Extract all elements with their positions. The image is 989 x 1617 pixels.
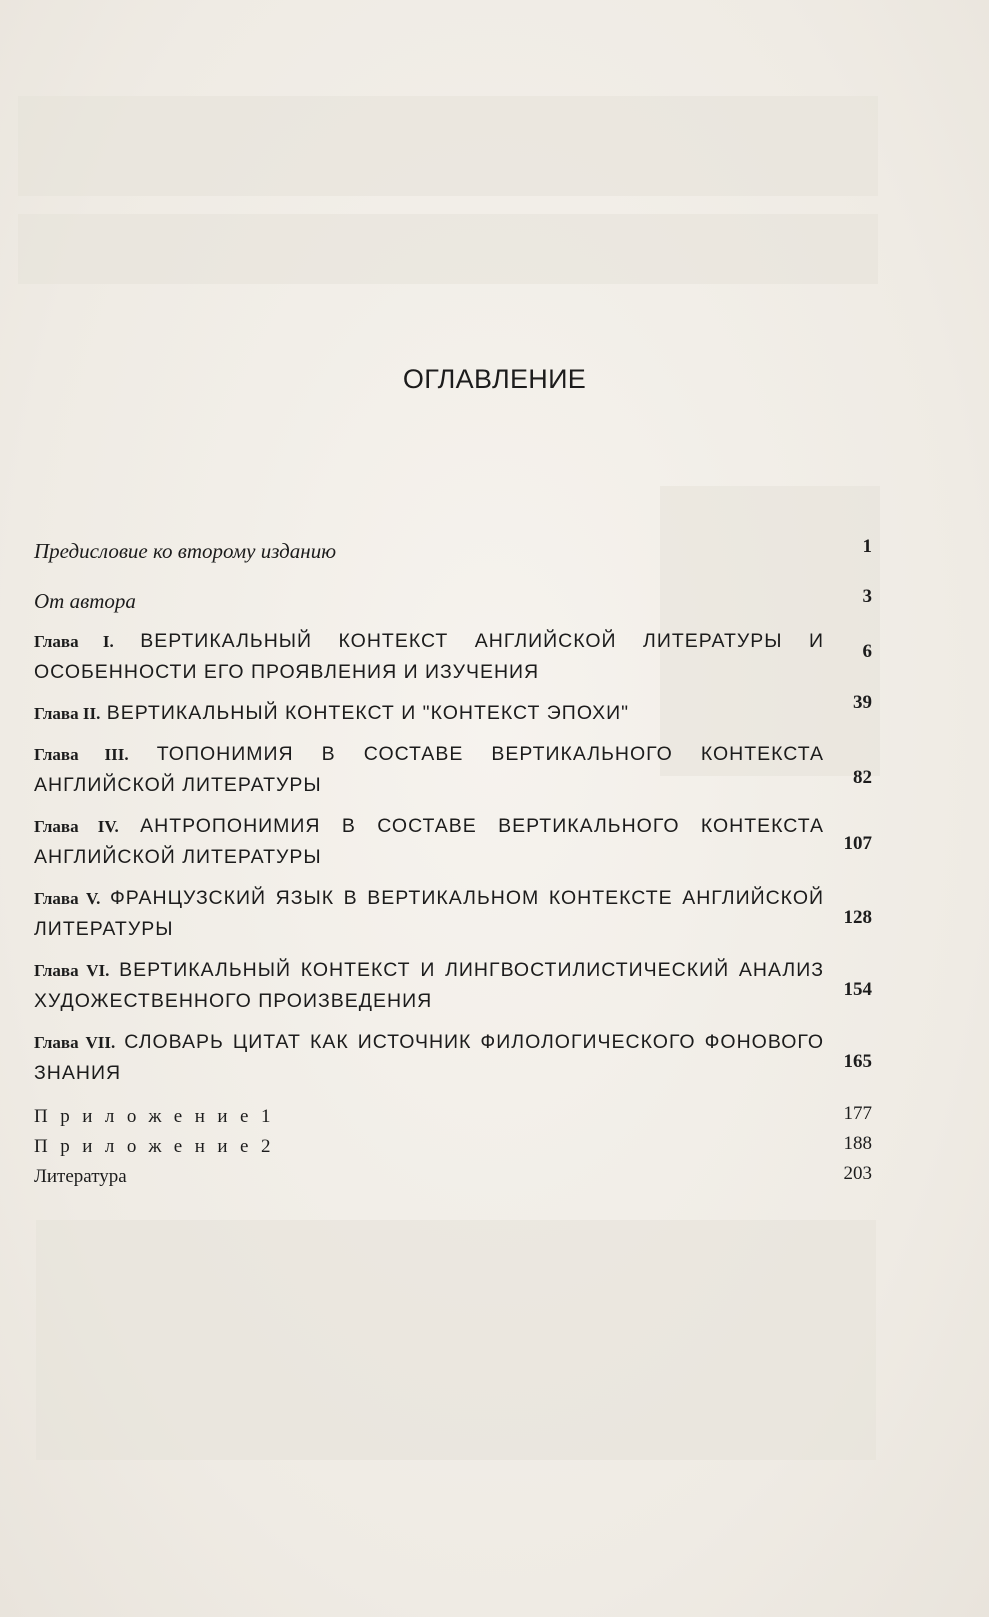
toc-entry-page: 154 [843,979,872,1000]
toc-entry [34,1103,872,1130]
toc-entry [34,626,872,688]
toc-entry-page: 128 [843,907,872,928]
toc-entry [34,739,872,801]
chapter-prefix: Глава VI. [34,961,110,980]
show-through-block [18,96,878,196]
chapter-prefix: Глава III. [34,745,129,764]
toc-entry-page: 6 [862,641,872,662]
toc-entry-title [34,698,824,729]
chapter-prefix: Глава IV. [34,817,119,836]
show-through-block [36,1220,876,1460]
toc-entry [34,586,872,617]
toc-entry-title: Приложение1 [34,1106,283,1127]
chapter-prefix: Глава I. [34,632,114,651]
show-through-block [18,214,878,284]
table-of-contents [34,536,872,1190]
toc-entry-title [34,955,824,1017]
toc-entry-title [34,739,824,801]
toc-entry-page: 203 [843,1163,872,1184]
chapter-title: СЛОВАРЬ ЦИТАТ КАК ИСТОЧНИК ФИЛОЛОГИЧЕСКОГО ФОНОВОГО ЗНАНИЯ [34,1031,825,1084]
toc-entry-page: 1 [862,536,872,557]
toc-entry [34,811,872,873]
chapter-title: ТОПОНИМИЯ В СОСТАВЕ ВЕРТИКАЛЬНОГО КОНТЕКСТА АНГЛИЙСКОЙ ЛИТЕРАТУРЫ [34,743,825,796]
toc-entry [34,536,872,567]
toc-entry [34,692,872,729]
toc-entry-page: 107 [843,833,872,854]
toc-entry [34,1133,872,1160]
toc-entry-title [34,883,824,945]
page-title: ОГЛАВЛЕНИЕ [402,364,587,394]
chapter-prefix: Глава V. [34,889,101,908]
chapter-title: ВЕРТИКАЛЬНЫЙ КОНТЕКСТ И "КОНТЕКСТ ЭПОХИ" [106,702,630,724]
toc-entry-title [34,811,824,873]
chapter-title: ВЕРТИКАЛЬНЫЙ КОНТЕКСТ И ЛИНГВОСТИЛИСТИЧЕСКИЙ АНАЛИЗ ХУДОЖЕСТВЕННОГО ПРОИЗВЕДЕНИЯ [34,959,824,1012]
chapter-prefix: Глава VII. [34,1033,116,1052]
toc-entry [34,1027,872,1089]
toc-entry-title [34,626,824,688]
toc-entry [34,883,872,945]
toc-entry-title [34,1027,824,1089]
toc-entry-title: Предисловие ко второму изданию [34,539,336,563]
toc-entry-page: 82 [853,767,872,788]
toc-entry [34,1163,872,1190]
toc-entry-page: 3 [862,586,872,607]
chapter-prefix: Глава II. [34,704,101,723]
chapter-title: ФРАНЦУЗСКИЙ ЯЗЫК В ВЕРТИКАЛЬНОМ КОНТЕКСТЕ АНГЛИЙСКОЙ ЛИТЕРАТУРЫ [34,887,825,940]
toc-entry-page: 188 [843,1133,872,1154]
toc-entry-page: 165 [843,1051,872,1072]
chapter-title: АНТРОПОНИМИЯ В СОСТАВЕ ВЕРТИКАЛЬНОГО КОНТЕКСТА АНГЛИЙСКОЙ ЛИТЕРАТУРЫ [34,815,824,868]
chapter-title: ВЕРТИКАЛЬНЫЙ КОНТЕКСТ АНГЛИЙСКОЙ ЛИТЕРАТУРЫ И ОСОБЕННОСТИ ЕГО ПРОЯВЛЕНИЯ И ИЗУЧЕНИЯ [34,630,824,683]
toc-entry-title: От автора [34,589,136,613]
toc-entry-page: 177 [843,1103,872,1124]
toc-entry-title: Литература [34,1166,127,1187]
toc-entry-title: Приложение2 [34,1136,283,1157]
toc-entry-page: 39 [853,692,872,713]
toc-entry [34,955,872,1017]
